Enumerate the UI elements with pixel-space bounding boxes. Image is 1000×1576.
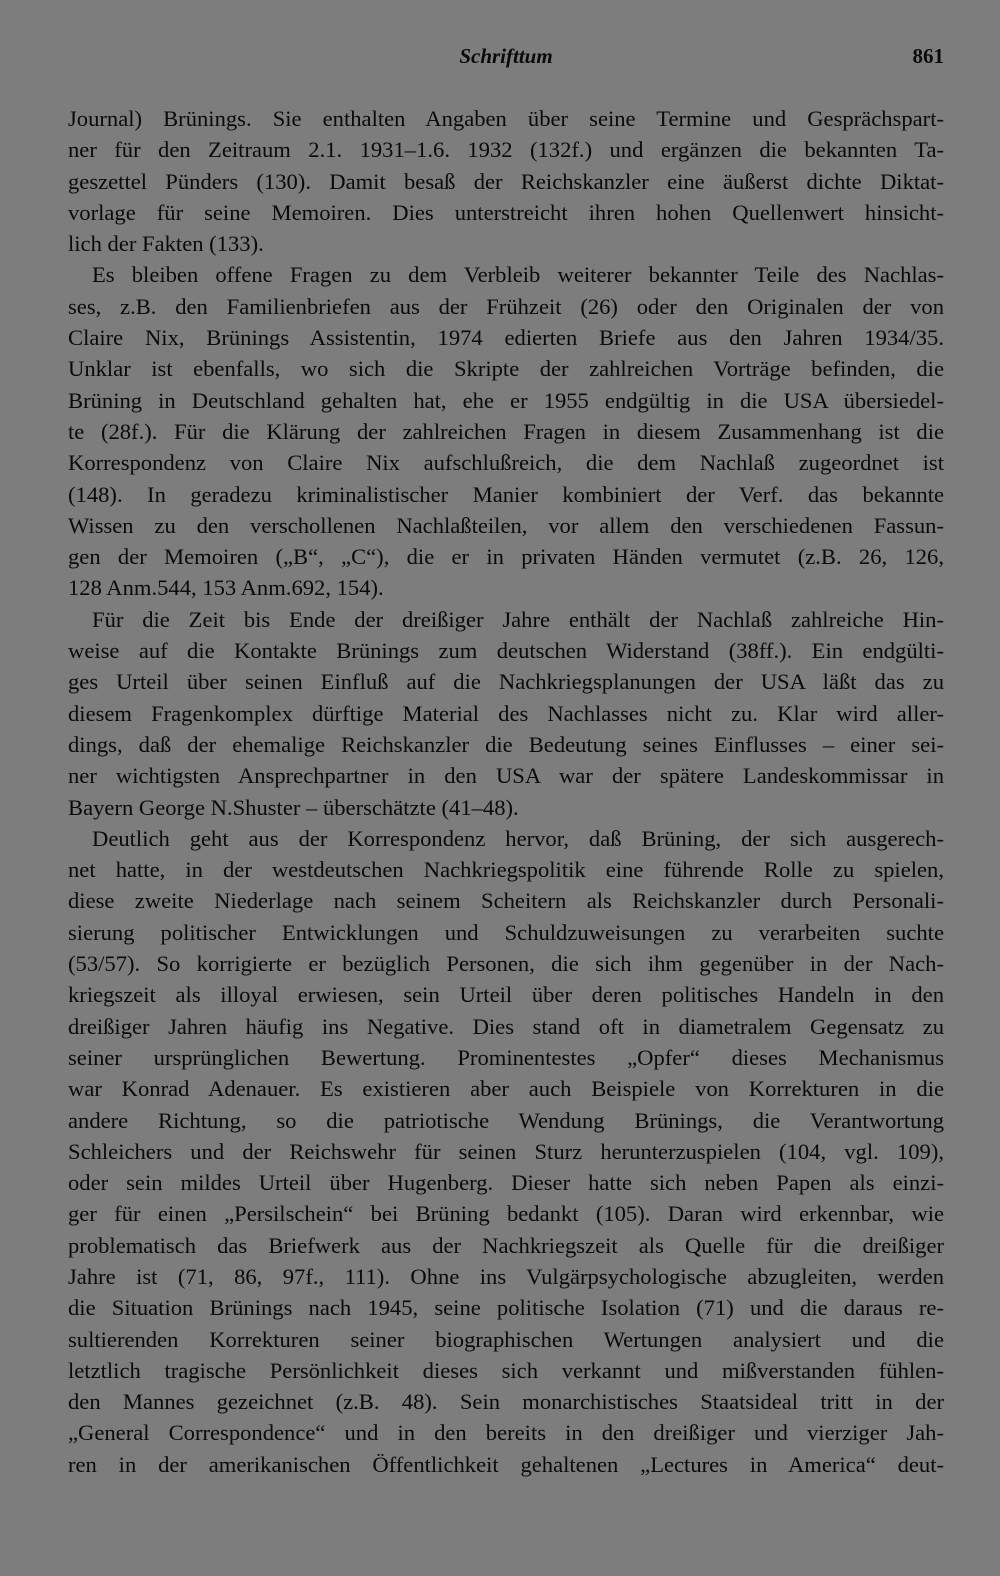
text-line: Schleichers und der Reichswehr für seinen Sturz herunterzuspielen (104, vgl. 109),	[68, 1138, 944, 1164]
body-text	[68, 103, 944, 1480]
text-line: kriegszeit als illoyal erwiesen, sein Urteil über deren politisches Handeln in den	[68, 982, 944, 1008]
text-line: dreißiger Jahren häufig ins Negative. Dies stand oft in diametralem Gegensatz zu	[68, 1013, 944, 1039]
text-line: sultierenden Korrekturen seiner biographischen Wertungen analysiert und die	[68, 1326, 944, 1352]
text-line: geszettel Pünders (130). Damit besaß der Reichskanzler eine äußerst dichte Diktat-	[68, 168, 944, 194]
text-line: gen der Memoiren („B“, „C“), die er in privaten Händen vermutet (z.B. 26, 126,	[68, 544, 944, 570]
text-line: dings, daß der ehemalige Reichskanzler die Bedeutung seines Einflusses – einer sei-	[68, 731, 944, 757]
text-line: sierung politischer Entwicklungen und Schuldzuweisungen zu verarbeiten suchte	[68, 919, 944, 945]
text-line: „General Correspondence“ und in den bereits in den dreißiger und vierziger Jah-	[68, 1420, 944, 1446]
page-number: 861	[912, 44, 944, 68]
text-line: andere Richtung, so die patriotische Wendung Brünings, die Verantwortung	[68, 1107, 944, 1133]
text-line: problematisch das Briefwerk aus der Nachkriegszeit als Quelle für die dreißiger	[68, 1232, 944, 1258]
text-line: 128 Anm.544, 153 Anm.692, 154).	[68, 575, 384, 601]
text-line: Claire Nix, Brünings Assistentin, 1974 edierten Briefe aus den Jahren 1934/35.	[68, 325, 944, 351]
text-line: ses, z.B. den Familienbriefen aus der Frühzeit (26) oder den Originalen der von	[68, 293, 944, 319]
text-line: Unklar ist ebenfalls, wo sich die Skripte der zahlreichen Vorträge befinden, die	[68, 356, 944, 382]
text-line: die Situation Brünings nach 1945, seine politische Isolation (71) und die daraus re-	[68, 1295, 944, 1321]
text-line: seiner ursprünglichen Bewertung. Prominentestes „Opfer“ dieses Mechanismus	[68, 1044, 944, 1070]
text-line: Deutlich geht aus der Korrespondenz hervor, daß Brüning, der sich ausgerech-	[92, 825, 944, 851]
text-line: Bayern George N.Shuster – überschätzte (41–48).	[68, 794, 519, 820]
text-line: diesem Fragenkomplex dürftige Material des Nachlasses nicht zu. Klar wird aller-	[68, 700, 944, 726]
text-line: Es bleiben offene Fragen zu dem Verbleib weiterer bekannter Teile des Nachlas-	[92, 262, 944, 288]
text-line: Korrespondenz von Claire Nix aufschlußreich, die dem Nachlaß zugeordnet ist	[68, 450, 944, 476]
text-line: Journal) Brünings. Sie enthalten Angaben über seine Termine und Gesprächspart-	[68, 106, 944, 131]
text-line: Brüning in Deutschland gehalten hat, ehe er 1955 endgültig in die USA übersiedel-	[68, 387, 944, 413]
text-line: net hatte, in der westdeutschen Nachkriegspolitik eine führende Rolle zu spielen,	[68, 857, 944, 883]
text-line: oder sein mildes Urteil über Hugenberg. Dieser hatte sich neben Papen als einzi-	[68, 1170, 944, 1196]
text-line: war Konrad Adenauer. Es existieren aber auch Beispiele von Korrekturen in die	[68, 1076, 944, 1102]
text-line: Für die Zeit bis Ende der dreißiger Jahre enthält der Nachlaß zahlreiche Hin-	[92, 606, 944, 632]
text-line: ger für einen „Persilschein“ bei Brüning bedankt (105). Daran wird erkennbar, wie	[68, 1201, 944, 1227]
text-line: Wissen zu den verschollenen Nachlaßteilen, vor allem den verschiedenen Fassun-	[68, 512, 944, 538]
text-line: ner für den Zeitraum 2.1. 1931–1.6. 1932 (132f.) und ergänzen die bekannten Ta-	[68, 137, 944, 163]
text-line: Jahre ist (71, 86, 97f., 111). Ohne ins Vulgärpsychologische abzugleiten, werden	[68, 1263, 944, 1289]
text-line: (148). In geradezu kriminalistischer Manier kombiniert der Verf. das bekannte	[68, 481, 944, 507]
text-line: (53/57). So korrigierte er bezüglich Personen, die sich ihm gegenüber in der Nach-	[68, 951, 944, 977]
text-line: diese zweite Niederlage nach seinem Scheitern als Reichskanzler durch Personali-	[68, 888, 944, 914]
text-line: ren in der amerikanischen Öffentlichkeit gehaltenen „Lectures in America“ deut-	[68, 1451, 944, 1477]
running-header	[68, 44, 944, 76]
text-line: letztlich tragische Persönlichkeit dieses sich verkannt und mißverstanden fühlen-	[68, 1357, 944, 1383]
text-line: vorlage für seine Memoiren. Dies unterstreicht ihren hohen Quellenwert hinsicht-	[68, 199, 944, 225]
text-line: ges Urteil über seinen Einfluß auf die Nachkriegsplanungen der USA läßt das zu	[68, 669, 944, 695]
text-line: den Mannes gezeichnet (z.B. 48). Sein monarchistisches Staatsideal tritt in der	[68, 1389, 944, 1415]
text-line: te (28f.). Für die Klärung der zahlreichen Fragen in diesem Zusammenhang ist die	[68, 418, 944, 444]
text-line: weise auf die Kontakte Brünings zum deutschen Widerstand (38ff.). Ein endgülti-	[68, 638, 944, 664]
running-title: Schrifttum	[459, 44, 553, 68]
text-line: ner wichtigsten Ansprechpartner in den USA war der spätere Landeskommissar in	[68, 763, 944, 789]
text-line: lich der Fakten (133).	[68, 231, 264, 257]
